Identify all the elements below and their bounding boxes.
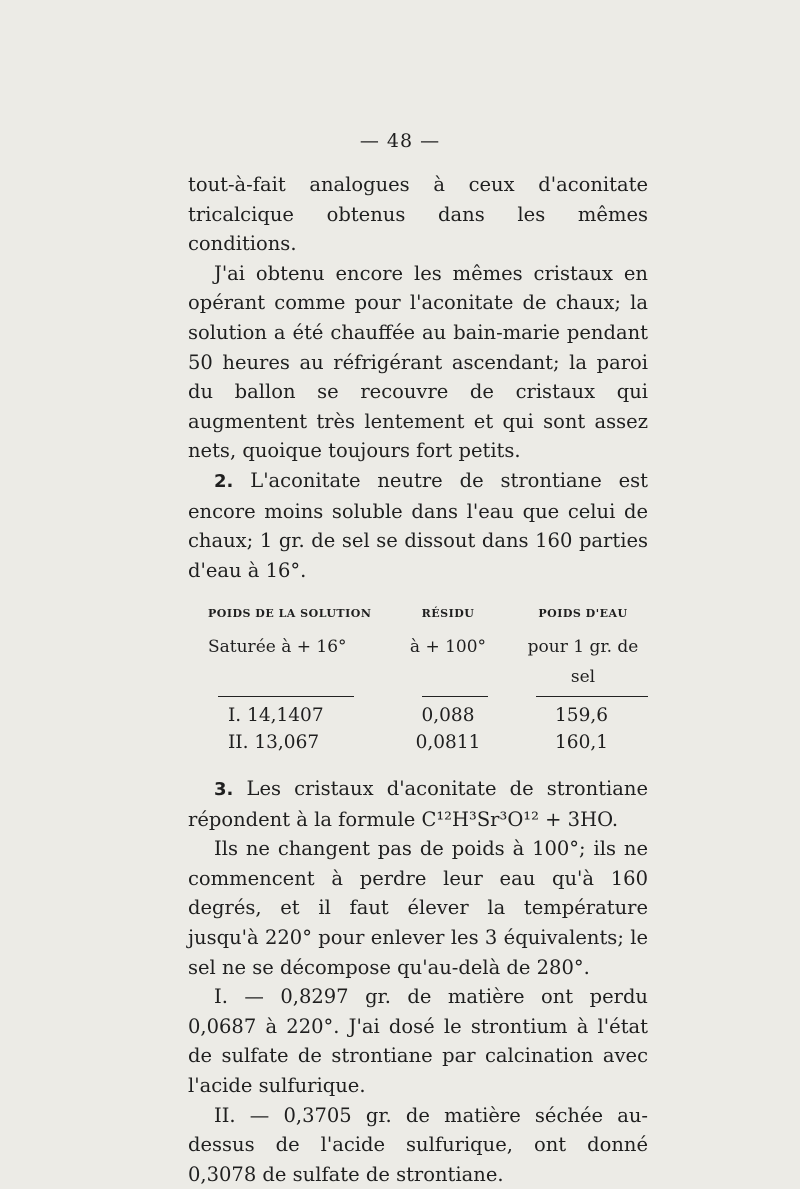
- header-solution: POIDS DE LA SOLUTION: [208, 607, 372, 621]
- cell-residu: 0,088: [421, 705, 475, 727]
- paragraph-6: I. — 0,8297 gr. de matière ont perdu 0,0687 à 220°. J'ai dosé le strontium à l'état de sulfate de strontiane par calcination avec l'acide sulfurique.: [188, 985, 648, 1098]
- table-subheader: [188, 633, 648, 692]
- paragraph-4-text: Les cristaux d'aconitate de strontiane répondent à la formule C¹²H³Sr³O¹² + 3HO.: [188, 777, 648, 831]
- paragraph-3: [188, 466, 648, 585]
- subheader-eau: pour 1 gr. de sel: [527, 636, 639, 687]
- subheader-solution: Saturée à + 16°: [208, 636, 347, 657]
- header-residu: RÉSIDU: [421, 607, 475, 621]
- paragraph-3-text: L'aconitate neutre de strontiane est encore moins soluble dans l'eau que celui de chaux; 1 gr. de sel se dissout dans 160 parties d'eau à 16°.: [188, 468, 648, 582]
- subheader-residu: à + 100°: [409, 636, 487, 657]
- row-label: II.: [228, 732, 249, 754]
- cell-residu: 0,0811: [415, 732, 481, 754]
- cell-solution: [188, 729, 378, 756]
- paragraph-7: II. — 0,3705 gr. de matière séchée au-dessus de l'acide sulfurique, ont donné 0,3078 de sulfate de strontiane.: [188, 1103, 648, 1186]
- paragraph-2: J'ai obtenu encore les mêmes cristaux en opérant comme pour l'aconitate de chaux; la solution a été chauffée au bain-marie pendant 50 heures au réfrigérant ascendant; la paroi du ballon se recouvre de cristaux qui augmentent très lentement et qui sont assez nets, quoique toujours fort petits.: [188, 261, 648, 463]
- header-eau: POIDS D'EAU: [538, 607, 628, 621]
- paragraph-4: [188, 774, 648, 834]
- cell-eau: 159,6: [555, 705, 608, 727]
- table-row: [188, 702, 648, 729]
- table-row: [188, 729, 648, 756]
- row-solution: 13,067: [254, 732, 320, 754]
- table-header: [188, 599, 648, 629]
- section-number-2: 2.: [214, 470, 234, 492]
- section-number-3: 3.: [214, 779, 234, 801]
- body-text: [188, 170, 648, 1189]
- cell-solution: [188, 702, 378, 729]
- row-solution: 14,1407: [247, 705, 324, 727]
- paragraph-1: tout-à-fait analogues à ceux d'aconitate tricalcique obtenus dans les mêmes conditions.: [188, 173, 648, 256]
- cell-eau: 160,1: [555, 732, 608, 754]
- solubility-table: [188, 599, 648, 756]
- row-label: I.: [228, 705, 242, 727]
- paragraph-5: Ils ne changent pas de poids à 100°; ils ne commencent à perdre leur eau qu'à 160 degrés, et il faut élever la température jusqu'à 220° pour enlever les 3 équivalents; le sel ne se décompose qu'au-delà de 280°.: [188, 837, 648, 979]
- page-number: — 48 —: [359, 130, 441, 152]
